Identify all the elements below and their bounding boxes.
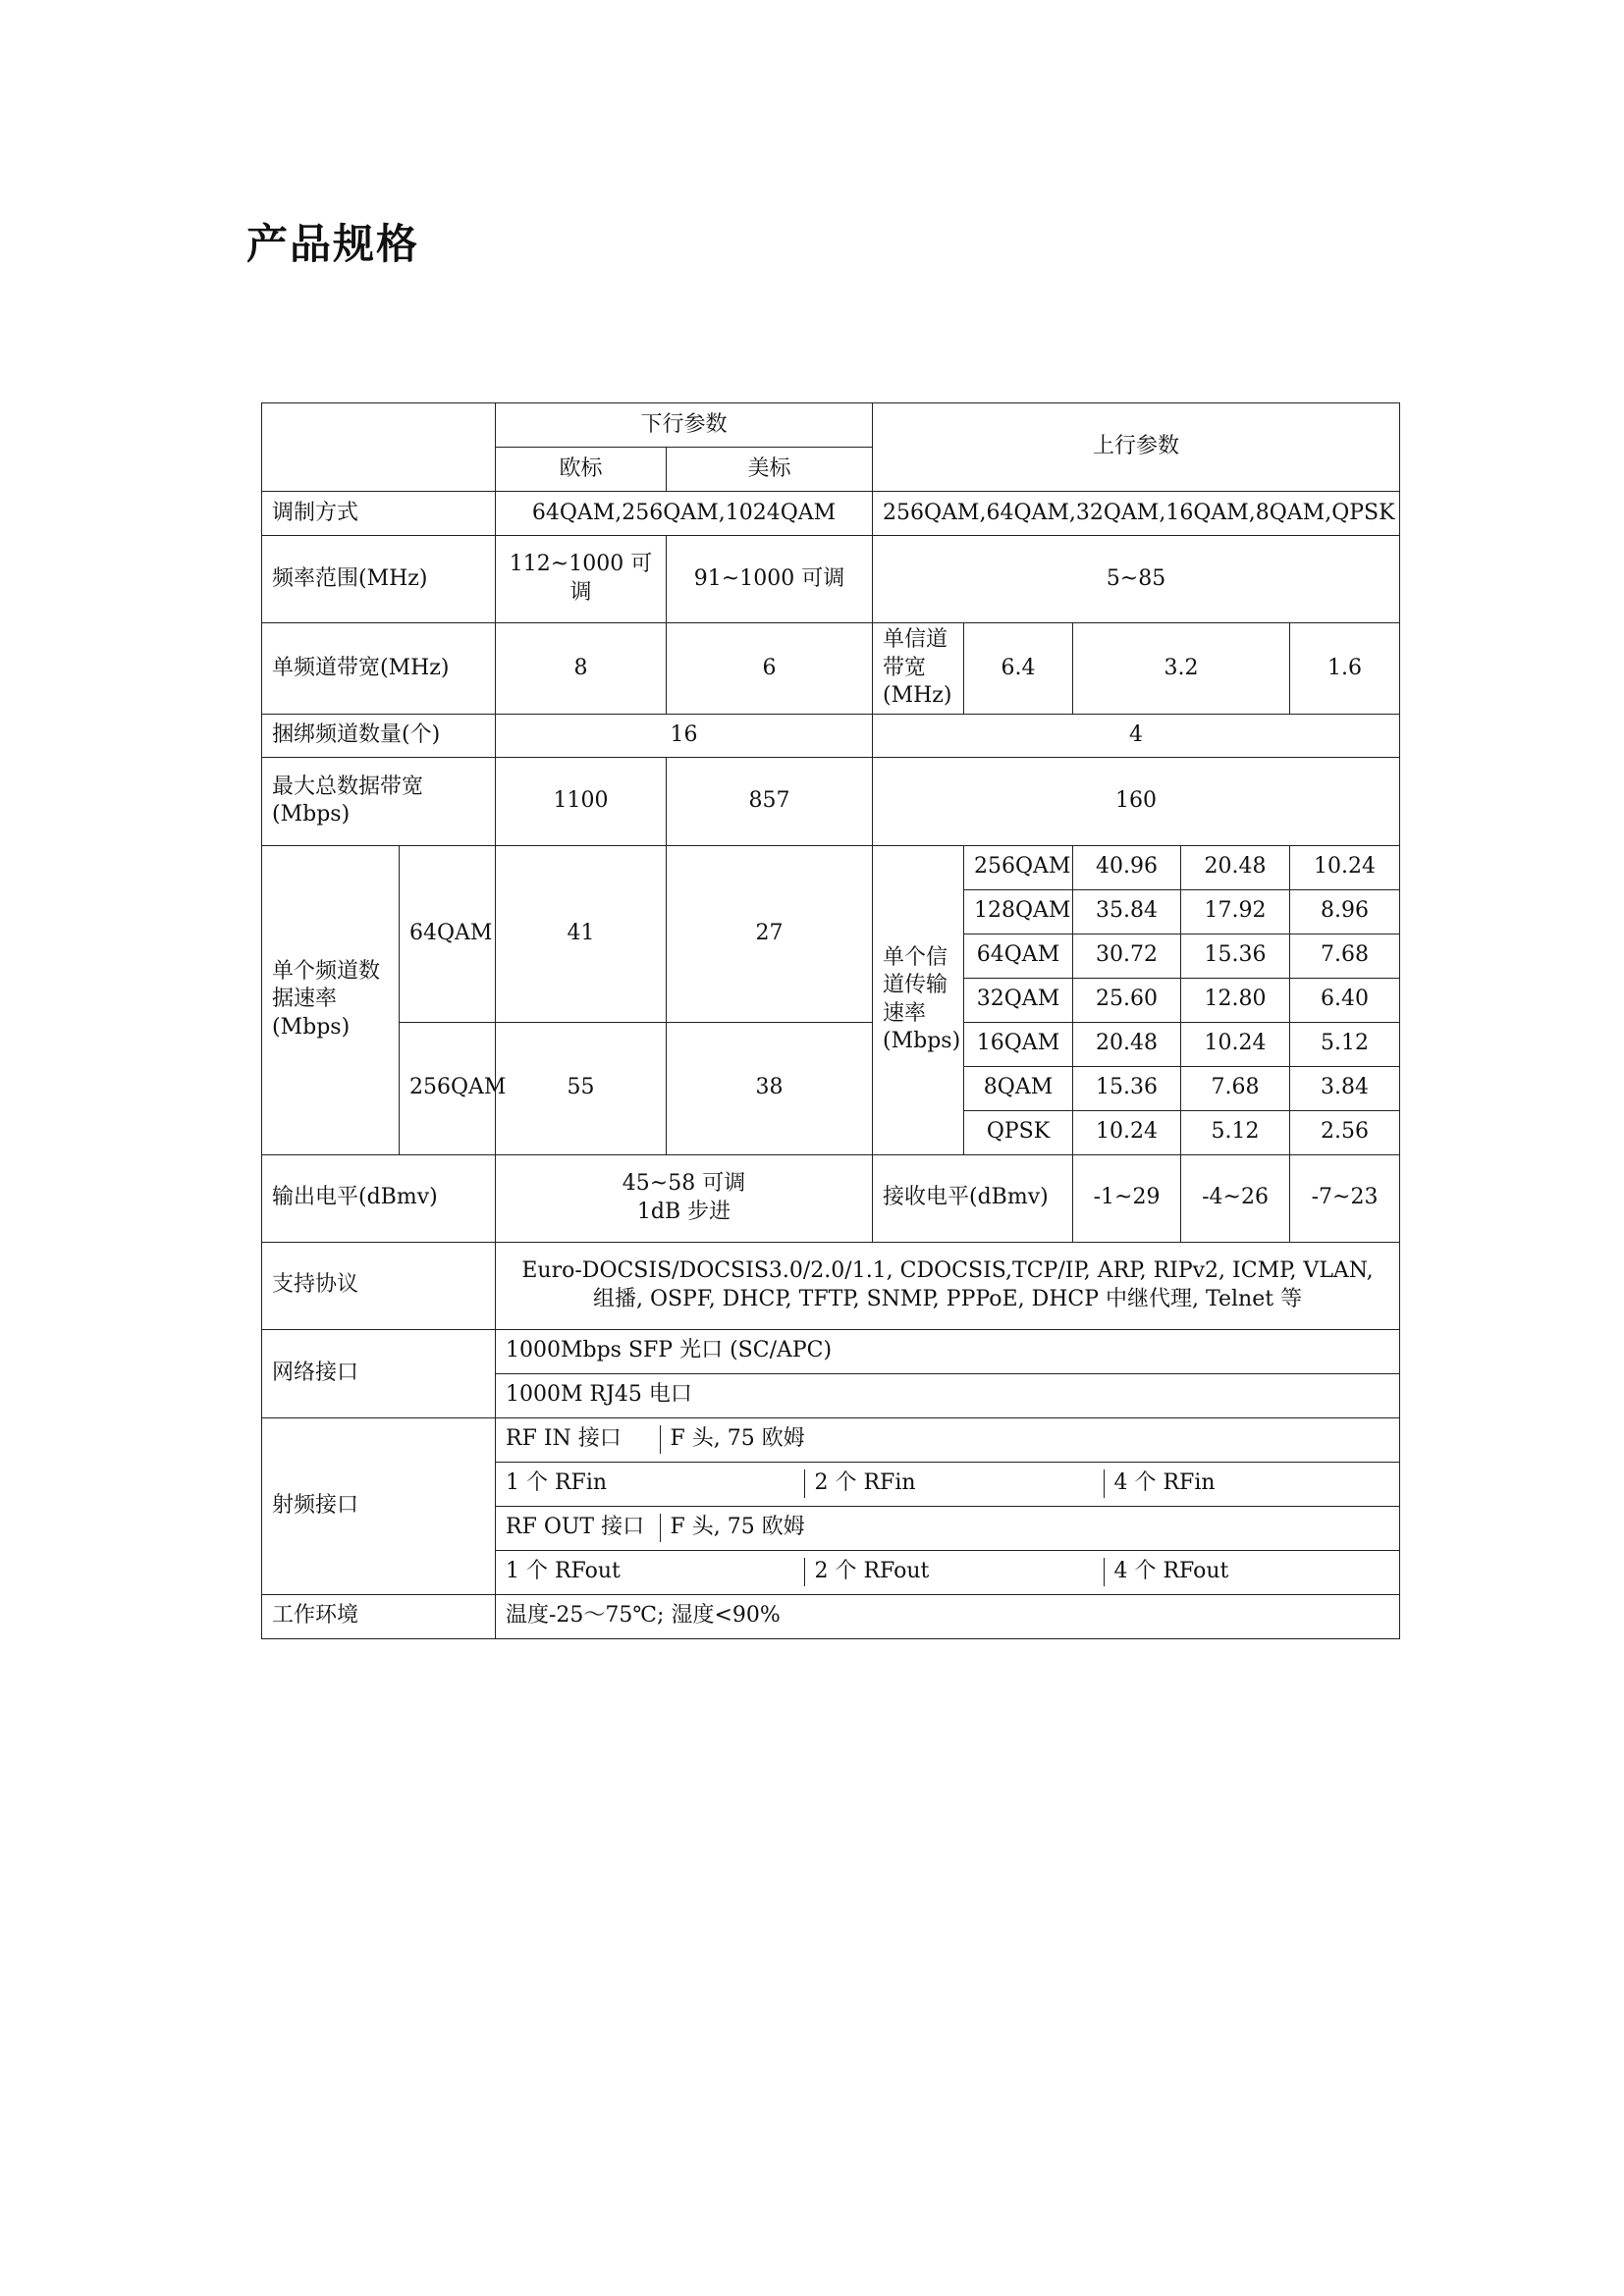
rate-down-mod: 64QAM (400, 845, 496, 1022)
environment-value: 温度-25～75℃; 湿度<90% (496, 1594, 1400, 1638)
rate-down-eu: 41 (496, 845, 667, 1022)
rate-up-v2: 17.92 (1181, 889, 1290, 934)
header-upstream: 上行参数 (873, 403, 1400, 492)
rf-out-label: RF OUT 接口 (506, 1515, 645, 1540)
rate-up-mod: 16QAM (964, 1022, 1073, 1066)
rf-out-option: 2 个 RFout (804, 1558, 1104, 1586)
rate-up-v3: 5.12 (1290, 1022, 1400, 1066)
row-label: 最大总数据带宽(Mbps) (262, 757, 496, 845)
modulation-up: 256QAM,64QAM,32QAM,16QAM,8QAM,QPSK (873, 492, 1400, 536)
rate-up-mod: QPSK (964, 1110, 1073, 1154)
protocols-value (496, 1242, 1400, 1329)
rate-down-mod: 256QAM (400, 1022, 496, 1154)
rx-level-value: -4~26 (1181, 1154, 1290, 1242)
row-label: 捆绑频道数量(个) (262, 714, 496, 757)
freq-range-up: 5~85 (873, 536, 1400, 623)
channel-bw-eu: 8 (496, 623, 667, 715)
rate-up-mod: 256QAM (964, 845, 1073, 889)
rf-out-option: 4 个 RFout (1104, 1558, 1389, 1586)
rate-up-v1: 35.84 (1073, 889, 1181, 934)
row-label: 支持协议 (262, 1242, 496, 1329)
rate-up-v3: 2.56 (1290, 1110, 1400, 1154)
row-label: 网络接口 (262, 1329, 496, 1417)
rate-down-eu: 55 (496, 1022, 667, 1154)
rx-level-value: -7~23 (1290, 1154, 1400, 1242)
rate-up-v3: 6.40 (1290, 978, 1400, 1022)
row-freq-range (262, 536, 1400, 623)
channel-bw-up-value: 6.4 (964, 623, 1073, 715)
row-bonded (262, 714, 1400, 757)
channel-bw-up-label: 单信道带宽(MHz) (873, 623, 964, 715)
network-item: 1000Mbps SFP 光口 (SC/APC) (496, 1329, 1400, 1373)
row-label: 射频接口 (262, 1417, 496, 1594)
rate-up-mod: 128QAM (964, 889, 1073, 934)
row-label: 频率范围(MHz) (262, 536, 496, 623)
freq-range-eu: 112~1000 可调 (496, 536, 667, 623)
header-downstream: 下行参数 (496, 403, 873, 448)
output-level-line: 1dB 步进 (636, 1199, 731, 1224)
output-level-value (496, 1154, 873, 1242)
network-item: 1000M RJ45 电口 (496, 1373, 1400, 1417)
rf-in-value: F 头, 75 欧姆 (660, 1425, 1389, 1454)
rate-up-v2: 12.80 (1181, 978, 1290, 1022)
row-channel-bw (262, 623, 1400, 715)
bonded-down: 16 (496, 714, 873, 757)
max-bw-us: 857 (667, 757, 873, 845)
page-title: 产品规格 (246, 220, 420, 268)
protocols-line: 组播, OSPF, DHCP, TFTP, SNMP, PPPoE, DHCP 中继代理, Telnet 等 (592, 1286, 1303, 1311)
rate-up-v3: 10.24 (1290, 845, 1400, 889)
rate-up-v3: 3.84 (1290, 1066, 1400, 1110)
rate-up-v2: 5.12 (1181, 1110, 1290, 1154)
rx-level-label: 接收电平(dBmv) (873, 1154, 1073, 1242)
row-modulation (262, 492, 1400, 536)
rate-up-v1: 15.36 (1073, 1066, 1181, 1110)
rf-in-option: 2 个 RFin (804, 1469, 1104, 1498)
rate-down-us: 38 (667, 1022, 873, 1154)
freq-range-us: 91~1000 可调 (667, 536, 873, 623)
max-bw-up: 160 (873, 757, 1400, 845)
rate-up-mod: 64QAM (964, 934, 1073, 978)
row-label: 工作环境 (262, 1594, 496, 1638)
row-label: 单频道带宽(MHz) (262, 623, 496, 715)
row-environment (262, 1594, 1400, 1638)
rate-down-us: 27 (667, 845, 873, 1022)
channel-bw-up-value: 1.6 (1290, 623, 1400, 715)
row-label: 调制方式 (262, 492, 496, 536)
row-output-level (262, 1154, 1400, 1242)
bonded-up: 4 (873, 714, 1400, 757)
rate-up-mod: 32QAM (964, 978, 1073, 1022)
rf-out-option: 1 个 RFout (506, 1559, 621, 1584)
rate-up-v3: 8.96 (1290, 889, 1400, 934)
channel-bw-up-value: 3.2 (1073, 623, 1290, 715)
rf-in-option: 1 个 RFin (506, 1470, 608, 1496)
rate-up-v1: 40.96 (1073, 845, 1181, 889)
rate-up-v3: 7.68 (1290, 934, 1400, 978)
rate-up-v2: 10.24 (1181, 1022, 1290, 1066)
row-label: 单个频道数据速率(Mbps) (262, 845, 400, 1154)
rate-up-v1: 10.24 (1073, 1110, 1181, 1154)
rate-up-v1: 20.48 (1073, 1022, 1181, 1066)
header-empty-cell (262, 403, 496, 492)
rf-out-value: F 头, 75 欧姆 (660, 1514, 1389, 1542)
row-rf (262, 1417, 1400, 1462)
spec-table (261, 402, 1400, 1639)
protocols-line: Euro-DOCSIS/DOCSIS3.0/2.0/1.1, CDOCSIS,TCP/IP, ARP, RIPv2, ICMP, VLAN, (521, 1258, 1374, 1284)
row-network (262, 1329, 1400, 1373)
row-protocols (262, 1242, 1400, 1329)
output-level-line: 45~58 可调 (622, 1171, 746, 1197)
max-bw-eu: 1100 (496, 757, 667, 845)
header-eu: 欧标 (496, 448, 667, 492)
row-rate (262, 845, 1400, 889)
rf-in-label: RF IN 接口 (506, 1426, 622, 1452)
rate-up-v2: 15.36 (1181, 934, 1290, 978)
rate-up-v2: 7.68 (1181, 1066, 1290, 1110)
rx-level-value: -1~29 (1073, 1154, 1181, 1242)
rate-up-v1: 30.72 (1073, 934, 1181, 978)
channel-bw-us: 6 (667, 623, 873, 715)
rf-in-option: 4 个 RFin (1104, 1469, 1389, 1498)
header-us: 美标 (667, 448, 873, 492)
rate-up-v2: 20.48 (1181, 845, 1290, 889)
row-max-bw (262, 757, 1400, 845)
rate-up-label: 单个信道传输速率(Mbps) (873, 845, 964, 1154)
row-label: 输出电平(dBmv) (262, 1154, 496, 1242)
modulation-down: 64QAM,256QAM,1024QAM (496, 492, 873, 536)
rate-up-mod: 8QAM (964, 1066, 1073, 1110)
rate-up-v1: 25.60 (1073, 978, 1181, 1022)
